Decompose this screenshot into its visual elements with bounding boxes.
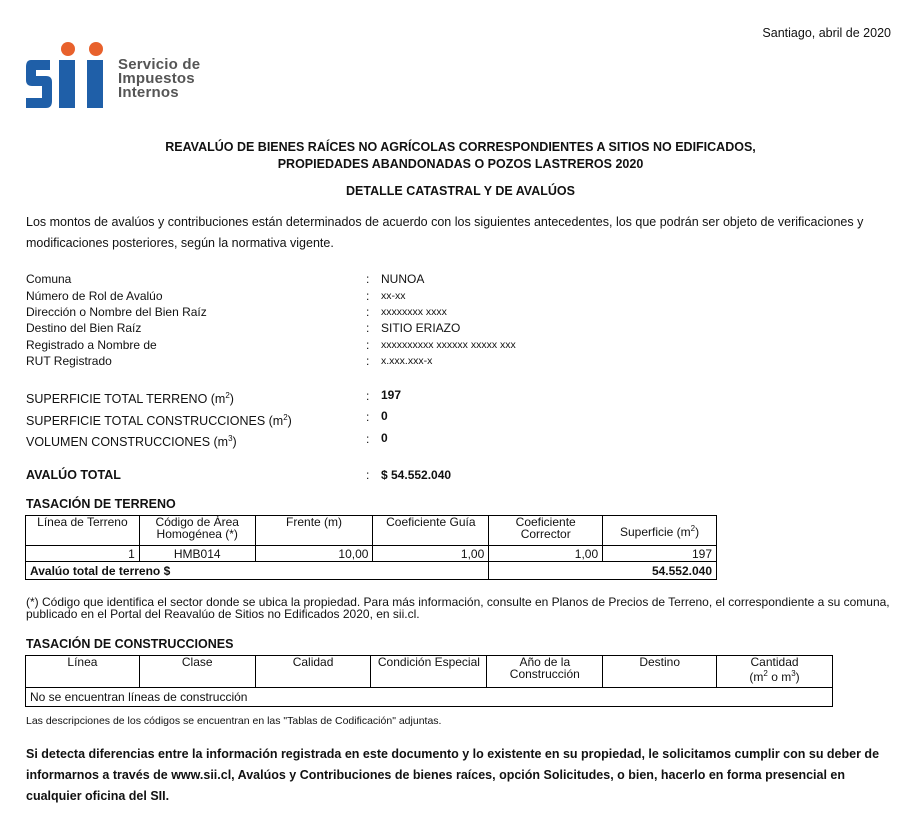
construcciones-header-calidad: Calidad xyxy=(255,656,371,688)
codes-note: Las descripciones de los códigos se encuentran en las "Tablas de Codificación" adjuntas. xyxy=(26,715,442,727)
avaluo-total-value: $ 54.552.040 xyxy=(381,468,452,482)
document-subtitle: DETALLE CATASTRAL Y DE AVALÚOS xyxy=(346,184,575,198)
detail-colon: : xyxy=(366,305,370,319)
logo-text-line-1: Servicio de xyxy=(118,56,201,73)
terreno-header-coef-corrector: Coeficiente Corrector xyxy=(489,516,603,546)
document-title-line-1: REAVALÚO DE BIENES RAÍCES NO AGRÍCOLAS CORRESPONDIENTES A SITIOS NO EDIFICADOS, xyxy=(165,140,756,154)
terreno-cell-frente: 10,00 xyxy=(255,546,373,562)
construcciones-header-condicion: Condición Especial xyxy=(371,656,487,688)
detail-label-destino: Destino del Bien Raíz xyxy=(26,321,142,335)
terreno-cell-linea: 1 xyxy=(26,546,140,562)
terreno-header-linea: Línea de Terreno xyxy=(26,516,140,546)
detail-colon: : xyxy=(366,354,370,368)
detail-label-registrado: Registrado a Nombre de xyxy=(26,338,157,352)
terreno-cell-superficie: 197 xyxy=(603,546,717,562)
measure-value-superficie-construcciones: 0 xyxy=(381,409,388,423)
construcciones-header-linea: Línea xyxy=(26,656,140,688)
terreno-table xyxy=(25,515,717,580)
detail-value-destino: SITIO ERIAZO xyxy=(381,321,461,335)
terreno-header-row xyxy=(26,516,717,546)
section-title-terreno: TASACIÓN DE TERRENO xyxy=(26,497,176,511)
construcciones-header-clase: Clase xyxy=(139,656,255,688)
terreno-cell-coef-guia: 1,00 xyxy=(373,546,489,562)
detail-value-rol: xx-xx xyxy=(381,290,406,302)
measure-colon: : xyxy=(366,432,370,446)
construcciones-header-anio: Año de la Construcción xyxy=(487,656,603,688)
logo-text-line-3: Internos xyxy=(118,84,179,101)
detail-label-direccion: Dirección o Nombre del Bien Raíz xyxy=(26,305,207,319)
avaluo-total-label: AVALÚO TOTAL xyxy=(26,468,121,482)
intro-paragraph: Los montos de avalúos y contribuciones están determinados de acuerdo con los siguientes antecedentes, los que podrán ser objeto de verificaciones y modificaciones posteriores, según la normativa vigente. xyxy=(26,215,864,250)
detail-colon: : xyxy=(366,338,370,352)
measure-value-superficie-terreno: 197 xyxy=(381,388,402,402)
document-title-line-2: PROPIEDADES ABANDONADAS O POZOS LASTREROS 2020 xyxy=(277,157,644,171)
terreno-header-superficie: Superficie $(m^2)$ xyxy=(603,516,717,546)
avaluo-total-colon: : xyxy=(366,468,370,482)
detail-value-rut: x.xxx.xxx-x xyxy=(381,355,433,367)
construcciones-header-destino: Destino xyxy=(603,656,717,688)
detail-value-comuna: NUNOA xyxy=(381,272,425,286)
terreno-cell-codigo: HMB014 xyxy=(139,546,255,562)
detail-label-rut: RUT Registrado xyxy=(26,354,112,368)
construcciones-empty-message: No se encuentran líneas de construcción xyxy=(26,688,833,707)
terreno-total-row xyxy=(26,562,717,580)
measure-colon: : xyxy=(366,389,370,403)
detail-label-rol: Número de Rol de Avalúo xyxy=(26,289,163,303)
detail-value-direccion: xxxxxxxx xxxx xyxy=(381,306,447,318)
section-title-construcciones: TASACIÓN DE CONSTRUCCIONES xyxy=(26,637,234,651)
construcciones-header-row xyxy=(26,656,833,688)
terreno-total-label: Avalúo total de terreno $ xyxy=(26,562,489,580)
terreno-header-codigo: Código de Área Homogénea (*) xyxy=(139,516,255,546)
measure-label-superficie-terreno: SUPERFICIE TOTAL TERRENO $(m^2)$ xyxy=(26,391,234,407)
final-notice: Si detecta diferencias entre la información registrada en este documento y lo existente en su propiedad, le solicitamos cumplir con su deber de informarnos a través de www.sii.cl, Avalúos y Contribuciones de bienes raíces, opción Solicitudes, o bien, hacerlo en forma presencial en cualquier oficina del SII. xyxy=(26,747,880,803)
terreno-footnote: (*) Código que identifica el sector donde se ubica la propiedad. Para más información, consulte en Planos de Precios de Terreno, el correspondiente a su comuna, publicado en el Portal del Reavalúo de Sitios no Edificados 2020, en sii.cl. xyxy=(26,595,890,621)
table-row xyxy=(26,688,833,707)
terreno-header-coef-guia: Coeficiente Guía xyxy=(373,516,489,546)
terreno-header-frente: Frente (m) xyxy=(255,516,373,546)
terreno-cell-coef-corrector: 1,00 xyxy=(489,546,603,562)
table-row xyxy=(26,546,717,562)
construcciones-table xyxy=(25,655,833,707)
measure-value-volumen-construcciones: 0 xyxy=(381,431,388,445)
detail-colon: : xyxy=(366,321,370,335)
construcciones-header-cantidad: Cantidad ($m^2$ o $m^3$) xyxy=(717,656,833,688)
document-date: Santiago, abril de 2020 xyxy=(762,26,891,40)
detail-colon: : xyxy=(366,289,370,303)
detail-colon: : xyxy=(366,272,370,286)
logo-text xyxy=(118,58,200,100)
terreno-total-value: 54.552.040 xyxy=(489,562,717,580)
detail-value-registrado: xxxxxxxxxx xxxxxx xxxxx xxx xyxy=(381,339,516,351)
measure-colon: : xyxy=(366,410,370,424)
measure-label-volumen-construcciones: VOLUMEN CONSTRUCCIONES $(m^3)$ xyxy=(26,434,237,450)
logo-text-line-2: Impuestos xyxy=(118,70,195,87)
detail-label-comuna: Comuna xyxy=(26,272,72,286)
measure-label-superficie-construcciones: SUPERFICIE TOTAL CONSTRUCCIONES $(m^2)$ xyxy=(26,413,292,429)
